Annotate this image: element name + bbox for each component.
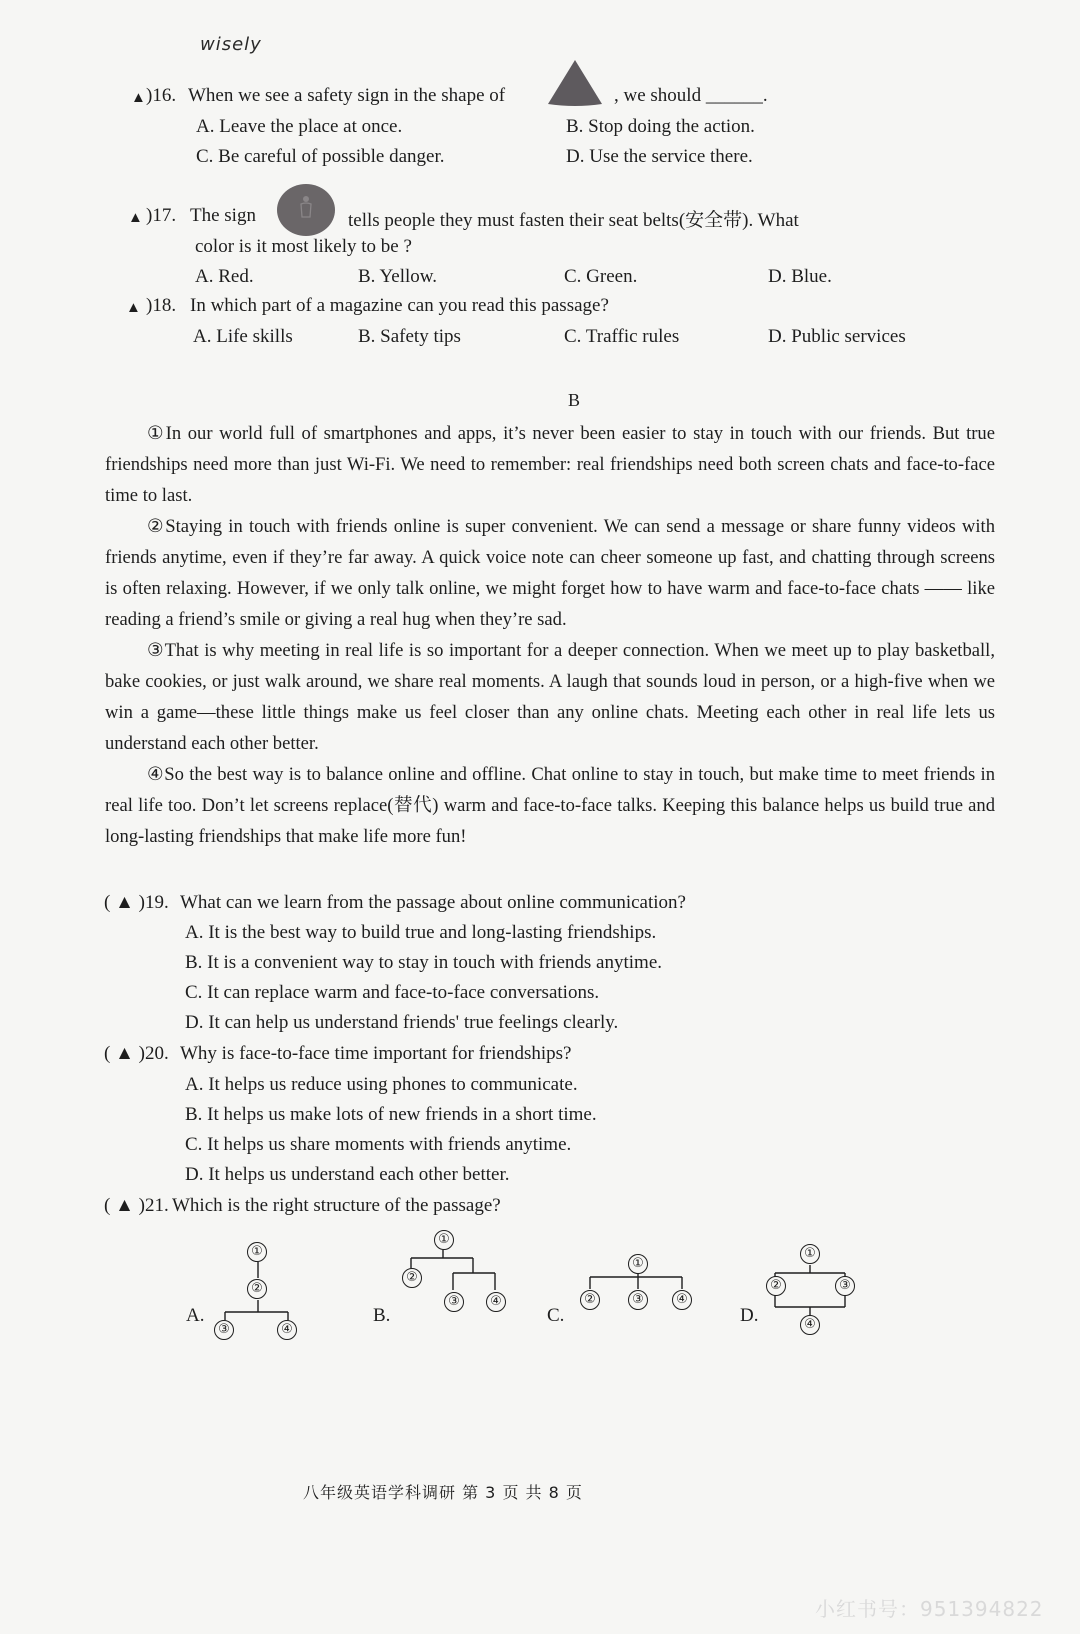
option-d: D. Blue. [768,266,832,287]
node-2: ② [247,1279,267,1299]
option-b: B. It is a convenient way to stay in touch with friends anytime. [185,952,663,973]
node-3: ③ [835,1276,855,1296]
answer-mark: ▲ [128,210,143,226]
option-d: D. Use the service there. [566,146,753,167]
node-1: ① [800,1244,820,1264]
paragraph-1: ①In our world full of smartphones and apps, it’s never been easier to stay in touch with our friends. But true friendships need more than just Wi-Fi. We need to remember: real friendships need both screen chats and face-to-face time to last. [105,423,995,506]
option-a: A. Leave the place at once. [196,116,403,137]
paragraph-4: ④So the best way is to balance online and offline. Chat online to stay in touch, but make time to meet friends in real life too. Don’t let screens replace(替代) warm and face-to-face talks. Keeping this balance helps us build true and long-lasting friendships that make life more fun! [105,764,995,847]
option-d: D. It helps us understand each other better. [185,1164,510,1185]
option-b: B. Stop doing the action. [566,116,755,137]
node-2: ② [402,1268,422,1288]
handwritten-note: wisely [200,34,262,55]
node-4: ④ [800,1315,820,1335]
option-b: B. It helps us make lots of new friends in a short time. [185,1104,597,1125]
diagram-b-label: B. [373,1305,391,1326]
paragraph-2: ②Staying in touch with friends online is super convenient. We can send a message or share funny videos with friends anytime, even if they’re far away. A quick voice note can cheer someone up fast, and chatting through screens is often relaxing. However, if we only talk online, we might forget how to have warm and face-to-face chats —— like reading a friend’s smile or giving a real hug when they’re sad. [105,516,995,630]
seatbelt-sign-image [276,183,336,237]
question-number: ( ▲ )19. [104,892,169,913]
question-number: )17. [146,205,177,226]
watermark: 小红书号：951394822 [815,1597,1044,1621]
option-c: C. Be careful of possible danger. [196,146,445,167]
question-stem: In which part of a magazine can you read this passage? [190,295,609,316]
question-stem: Why is face-to-face time important for friendships? [180,1043,572,1064]
node-1: ① [628,1254,648,1274]
reading-passage [105,418,995,852]
question-stem-end: , we should ______. [614,85,768,106]
question-number: )16. [146,85,177,106]
question-number: )18. [146,295,177,316]
node-3: ③ [444,1292,464,1312]
node-3: ③ [628,1290,648,1310]
node-4: ④ [672,1290,692,1310]
node-4: ④ [486,1292,506,1312]
node-2: ② [766,1276,786,1296]
diagram-c-label: C. [547,1305,565,1326]
diagram-a-label: A. [186,1305,205,1326]
option-c: C. Green. [564,266,638,287]
option-b: B. Yellow. [358,266,438,287]
option-a: A. Red. [195,266,254,287]
section-title: B [568,390,581,410]
node-3: ③ [214,1320,234,1340]
option-a: A. Life skills [193,326,293,347]
warning-triangle-sign-image [546,58,604,108]
option-c: C. It can replace warm and face-to-face conversations. [185,982,600,1003]
node-4: ④ [277,1320,297,1340]
option-d: D. It can help us understand friends' true feelings clearly. [185,1012,619,1033]
option-a: A. It is the best way to build true and long-lasting friendships. [185,922,657,943]
question-stem: Which is the right structure of the passage? [172,1195,501,1216]
option-d: D. Public services [768,326,906,347]
question-stem: The sign [190,205,256,226]
option-a: A. It helps us reduce using phones to communicate. [185,1074,578,1095]
option-b: B. Safety tips [358,326,461,347]
question-stem: When we see a safety sign in the shape of [188,85,506,106]
node-1: ① [247,1242,267,1262]
answer-mark: ▲ [131,90,146,106]
diagram-d-label: D. [740,1305,759,1326]
page-footer: 八年级英语学科调研 第 3 页 共 8 页 [303,1483,583,1502]
node-1: ① [434,1230,454,1250]
answer-mark: ▲ [126,300,141,316]
question-stem-line2: color is it most likely to be ? [195,236,412,257]
node-2: ② [580,1290,600,1310]
option-c: C. Traffic rules [564,326,680,347]
question-number: ( ▲ )21. [104,1195,169,1216]
paragraph-3: ③That is why meeting in real life is so important for a deeper connection. When we meet up to play basketball, bake cookies, or just walk around, we share real moments. A laugh that sounds loud in person, or a high-five when we win a game—these little things make us feel closer than any online chats. Meeting each other in real life lets us understand each other better. [105,640,995,754]
question-stem: What can we learn from the passage about online communication? [180,892,686,913]
option-c: C. It helps us share moments with friends anytime. [185,1134,572,1155]
question-number: ( ▲ )20. [104,1043,169,1064]
question-stem-cont: tells people they must fasten their seat belts(安全带). What [348,210,799,231]
